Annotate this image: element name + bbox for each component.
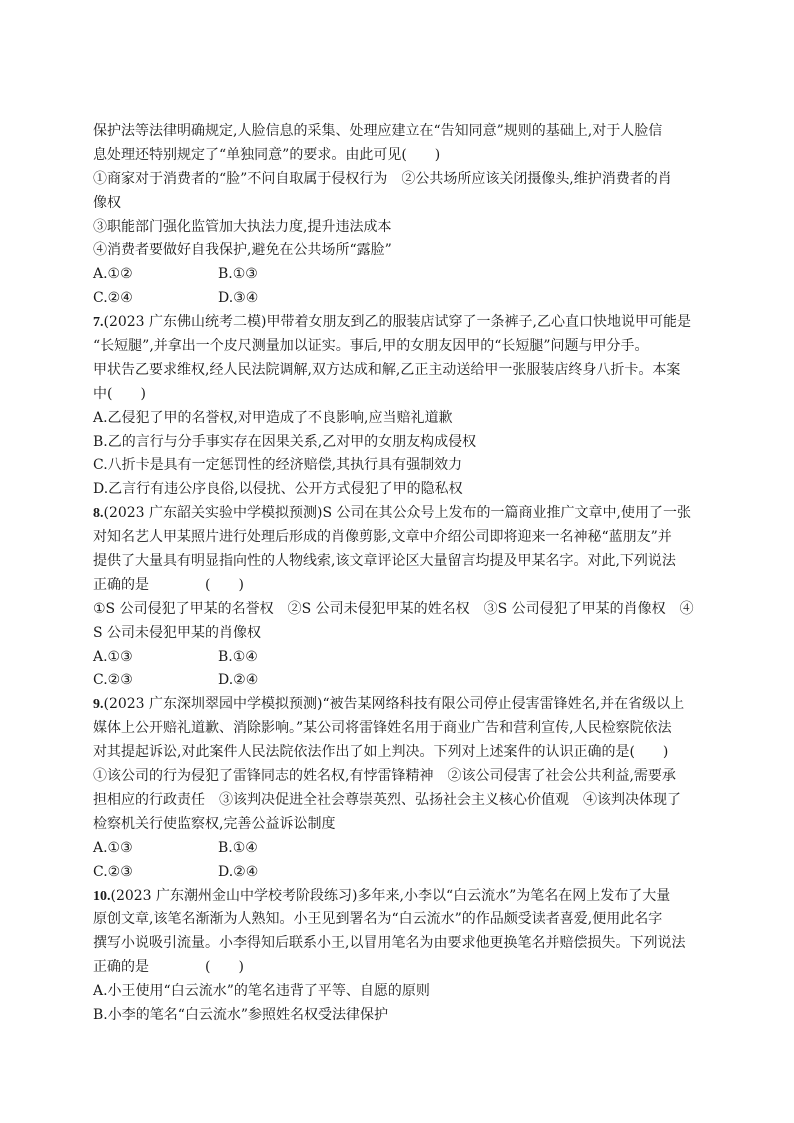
- option-d[interactable]: D.②④: [218, 672, 259, 689]
- option-a[interactable]: A.小王使用“白云流水”的笔名违背了平等、自愿的原则: [93, 983, 430, 1000]
- option-a[interactable]: A.①②: [93, 266, 133, 283]
- option-d[interactable]: D.②④: [218, 863, 259, 880]
- question-stem-line: 提供了大量具有明显指向性的人物线索,该文章评论区大量留言均提及甲某名字。对此,下列说法: [93, 553, 676, 570]
- option-row: [93, 263, 703, 287]
- question-stem-line: 撰写小说吸引流量。小李得知后联系小王,以冒用笔名为由要求他更换笔名并赔偿损失。下列说法: [93, 935, 686, 952]
- option-row: [93, 861, 703, 885]
- option-b[interactable]: B.①④: [218, 839, 258, 856]
- question-stem-line: 息处理还特别规定了“单独同意”的要求。由此可见( ): [93, 146, 441, 163]
- question-8: [93, 502, 703, 693]
- option-d[interactable]: D.乙言行有违公序良俗,以侵扰、公开方式侵犯了甲的隐私权: [93, 481, 463, 498]
- option-b[interactable]: B.小李的笔名“白云流水”参照姓名权受法律保护: [93, 1006, 389, 1023]
- question-number: 8.: [93, 506, 104, 522]
- question-stem-line: 正确的是 ( ): [93, 959, 244, 976]
- question-stem-line: 媒体上公开赔礼道歉、消除影响。”某公司将雷锋姓名用于商业广告和营利宣传,人民检察院依法: [93, 720, 672, 737]
- question-stem-line: 甲状告乙要求维权,经人民法院调解,双方达成和解,乙正主动送给甲一张服装店终身八折卡。本案: [93, 361, 681, 378]
- statement-line: 像权: [93, 194, 121, 211]
- option-a[interactable]: A.①③: [93, 839, 133, 856]
- question-stem-line: “长短腿”,并拿出一个皮尺测量加以证实。事后,甲的女朋友因甲的“长短腿”问题与甲分手。: [93, 338, 649, 355]
- statement-line: ③职能部门强化监管加大执法力度,提升违法成本: [93, 218, 392, 235]
- statement-line: S 公司未侵犯甲某的肖像权: [93, 624, 262, 641]
- document-page: [93, 120, 703, 1028]
- option-b[interactable]: B.①③: [218, 266, 258, 283]
- question-stem-line: 9.(2023 广东深圳翠园中学模拟预测)“被告某网络科技有限公司停止侵害雷锋姓名,并在省级以上: [93, 696, 685, 713]
- question-stem-line: 10.(2023 广东潮州金山中学校考阶段练习)多年来,小李以“白云流水”为笔名在网上发布了大量: [93, 887, 671, 904]
- option-row: [93, 287, 703, 311]
- statement-line: ①该公司的行为侵犯了雷锋同志的姓名权,有悖雷锋精神 ②该公司侵害了社会公共利益,需要承: [93, 768, 676, 785]
- question-6: [93, 120, 703, 311]
- question-number: 9.: [93, 697, 104, 713]
- option-c[interactable]: C.八折卡是具有一定惩罚性的经济赔偿,其执行具有强制效力: [93, 457, 463, 474]
- question-stem-line: 对其提起诉讼,对此案件人民法院依法作出了如上判决。下列对上述案件的认识正确的是( ): [93, 744, 669, 761]
- question-number: 7.: [93, 315, 104, 331]
- option-row: [93, 669, 703, 693]
- question-10: [93, 885, 703, 1028]
- option-row: [93, 646, 703, 670]
- statement-line: 担相应的行政责任 ③该判决促进全社会尊崇英烈、弘扬社会主义核心价值观 ④该判决体现了: [93, 791, 681, 808]
- question-stem-line: 中( ): [93, 385, 146, 402]
- option-c[interactable]: C.②③: [93, 863, 133, 880]
- question-stem-line: 原创文章,该笔名渐渐为人熟知。小王见到署名为“白云流水”的作品颇受读者喜爱,便用此名字: [93, 911, 663, 928]
- option-d[interactable]: D.③④: [218, 290, 259, 307]
- question-stem-line: 8.(2023 广东韶关实验中学模拟预测)S 公司在其公众号上发布的一篇商业推广文章中,使用了一张: [93, 505, 691, 522]
- question-stem-line: 7.(2023 广东佛山统考二模)甲带着女朋友到乙的服装店试穿了一条裤子,乙心直口快地说甲可能是: [93, 314, 691, 331]
- statement-line: ④消费者要做好自我保护,避免在公共场所“露脸”: [93, 242, 392, 259]
- option-b[interactable]: B.①④: [218, 648, 258, 665]
- question-stem-line: 对知名艺人甲某照片进行处理后形成的肖像剪影,文章中介绍公司即将迎来一名神秘“蓝朋友”并: [93, 529, 672, 546]
- question-7: [93, 311, 703, 502]
- question-9: [93, 693, 703, 884]
- question-stem-line: 保护法等法律明确规定,人脸信息的采集、处理应建立在“告知同意”规则的基础上,对于人脸信: [93, 123, 663, 139]
- question-stem-line: 正确的是 ( ): [93, 576, 244, 593]
- option-b[interactable]: B.乙的言行与分手事实存在因果关系,乙对甲的女朋友构成侵权: [93, 433, 477, 450]
- option-a[interactable]: A.乙侵犯了甲的名誉权,对甲造成了不良影响,应当赔礼道歉: [93, 409, 453, 426]
- statement-line: ①商家对于消费者的“脸”不问自取属于侵权行为 ②公共场所应该关闭摄像头,维护消费者的肖: [93, 170, 672, 187]
- statement-line: ①S 公司侵犯了甲某的名誉权 ②S 公司未侵犯甲某的姓名权 ③S 公司侵犯了甲某的肖像权 ④: [93, 600, 694, 617]
- statement-line: 检察机关行使监察权,完善公益诉讼制度: [93, 815, 336, 832]
- option-c[interactable]: C.②④: [93, 290, 133, 307]
- question-number: 10.: [93, 888, 111, 904]
- option-c[interactable]: C.②③: [93, 672, 133, 689]
- option-row: [93, 837, 703, 861]
- option-a[interactable]: A.①③: [93, 648, 133, 665]
